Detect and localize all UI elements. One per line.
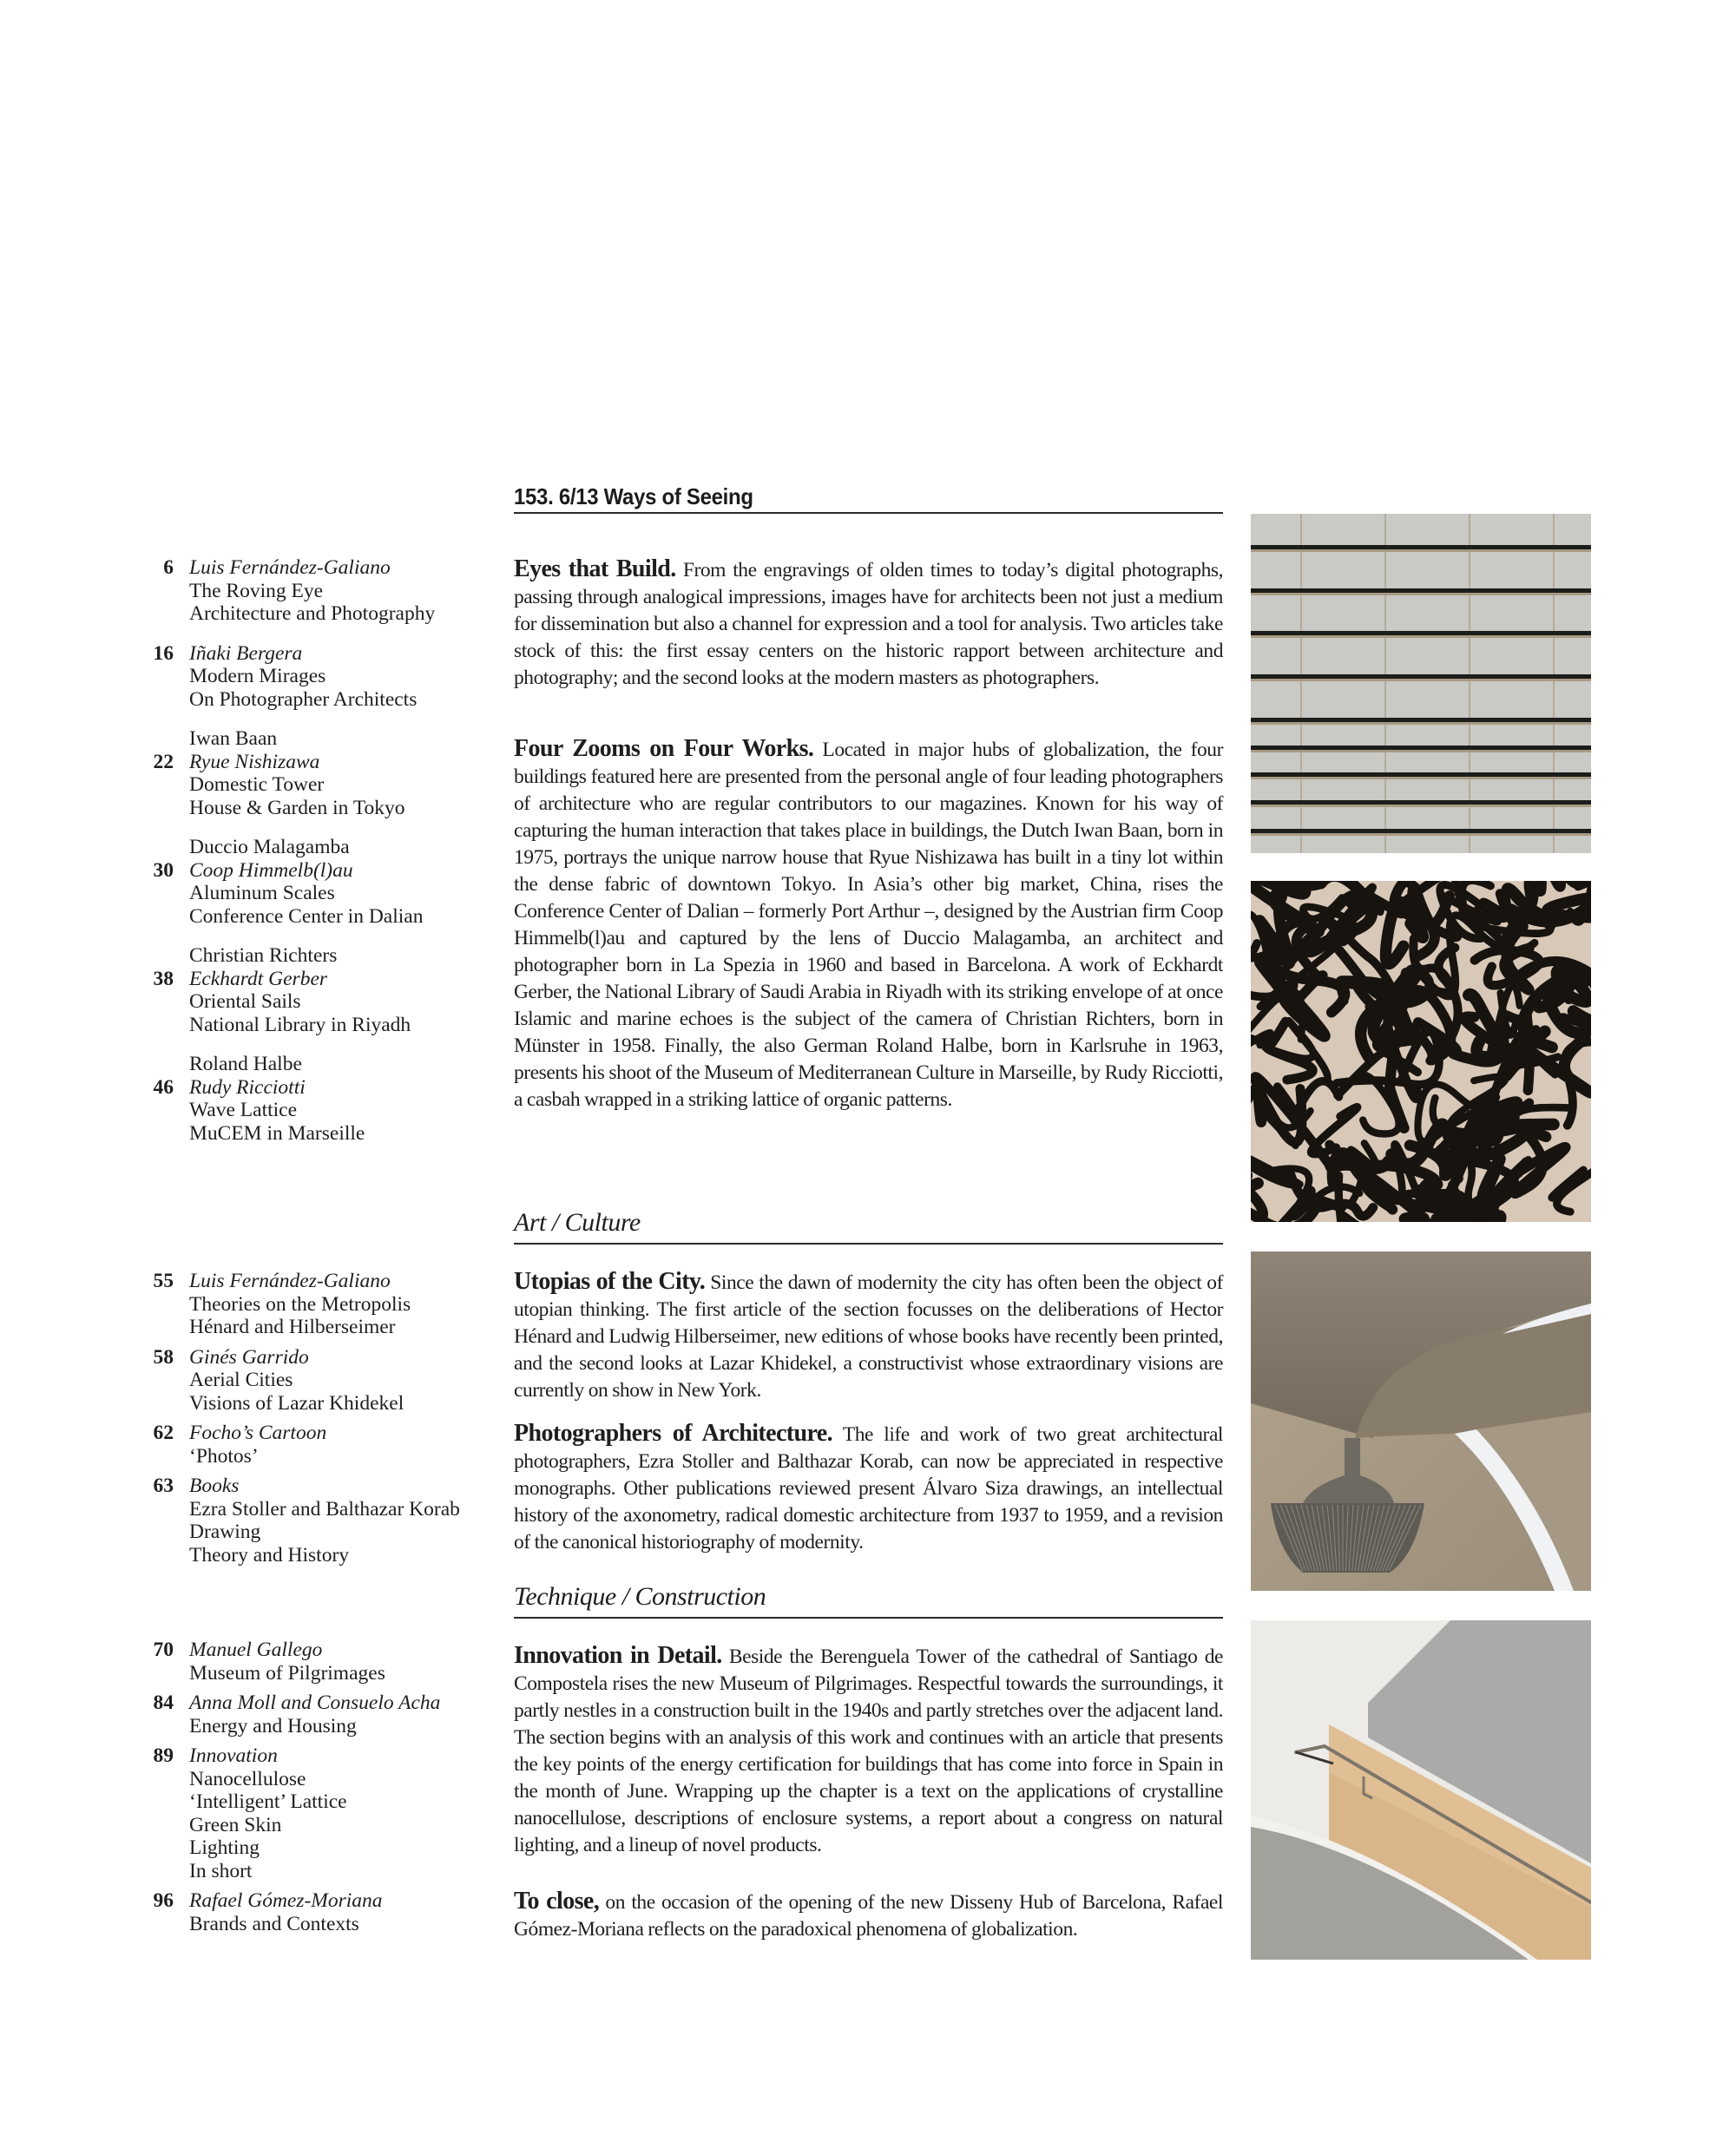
louver-slat <box>1251 588 1591 593</box>
toc-entry-lines <box>189 1422 512 1468</box>
toc-author: Coop Himmelb(l)au <box>189 858 353 882</box>
toc-page-number: 62 <box>153 1422 174 1444</box>
toc-entry-lines <box>189 1346 512 1416</box>
toc-page-number: 38 <box>153 967 174 990</box>
photo-organic-lattice <box>1251 881 1591 1222</box>
toc-title-line: Wave Lattice <box>189 1099 298 1121</box>
toc-title-line: National Library in Riyadh <box>189 1013 411 1036</box>
toc-title-line: Brands and Contexts <box>189 1912 359 1935</box>
toc-title-line: Aluminum Scales <box>189 882 335 904</box>
magazine-issue-header <box>514 483 1223 514</box>
toc-title-line: House & Garden in Tokyo <box>189 796 405 819</box>
toc-title-line: Lighting <box>189 1836 260 1859</box>
toc-title-line: Nanocellulose <box>189 1767 306 1790</box>
article-body: Since the dawn of modernity the city has often been the object of utopian thinking. The first article of the section focusses on the deliberations of Hector Hénard and Ludwig Hilberseimer, new editions of whose books have recently been printed, and the second looks at Lazar Khidekel, a constructivist whose extraordinary visions are currently on show in New York. <box>514 1271 1223 1402</box>
louver-shadow <box>1251 777 1591 779</box>
toc-entry[interactable] <box>139 1744 512 1882</box>
louver-shadow <box>1251 805 1591 807</box>
article-to-close <box>514 1888 1223 1943</box>
toc-title-line: Oriental Sails <box>189 990 301 1013</box>
article-body: The life and work of two great architectural photographers, Ezra Stoller and Balthazar Korab, can now be appreciated in respective monographs. Other publications reviewed present Álvaro Siza drawings, an intellectual history of the axonometry, radical domestic architecture from 1937 to 1959, and a revision of the canonical historiography of modernity. <box>514 1423 1223 1554</box>
toc-group-ways-of-seeing <box>139 556 512 1145</box>
toc-photographer-line <box>139 944 512 968</box>
section-heading-art-culture <box>514 1208 1223 1245</box>
toc-photographer-line <box>139 1053 512 1076</box>
toc-entry[interactable] <box>139 1691 512 1737</box>
louver-slat <box>1251 631 1591 635</box>
section-heading-label: Technique / Construction <box>514 1582 766 1611</box>
toc-page-number: 84 <box>153 1691 174 1714</box>
toc-title-line: Domestic Tower <box>189 773 325 796</box>
toc-entry[interactable] <box>139 1422 512 1468</box>
toc-title-line: Conference Center in Dalian <box>189 904 424 928</box>
toc-author: Books <box>189 1475 240 1497</box>
article-body: on the occasion of the opening of the new Disseny Hub of Barcelona, Rafael Gómez-Moriana reflects on the paradoxical phenomena of globalization. <box>514 1891 1223 1941</box>
article-photographers-of-architecture <box>514 1420 1223 1556</box>
article-body: From the engravings of olden times to today’s digital photographs, passing through analogical impressions, images have for architects been not just a medium for dissemination but also a channel for expression and a tool for analysis. Two articles take stock of this: the first essay centers on the historic rapport between architecture and photography; and the second looks at the modern masters as photographers. <box>514 559 1224 689</box>
toc-photographer-line <box>139 836 512 859</box>
toc-photographer: Iwan Baan <box>189 727 278 750</box>
toc-entry-lines <box>189 1475 512 1567</box>
toc-entry-lines <box>189 1639 512 1685</box>
wooden-handrail-image <box>1251 1620 1591 1960</box>
toc-title-line: Hénard and Hilberseimer <box>189 1316 396 1338</box>
photo-concrete-vault <box>1251 1251 1591 1591</box>
toc-entry-lines <box>189 1889 512 1935</box>
article-lead: Photographers of Architecture. <box>514 1420 833 1447</box>
toc-entry[interactable] <box>139 1270 512 1339</box>
toc-group-art-culture <box>139 1270 512 1567</box>
toc-title-line: Modern Mirages <box>189 665 326 687</box>
louver-slat <box>1251 772 1591 777</box>
toc-author: Rudy Ricciotti <box>189 1075 306 1099</box>
article-eyes-that-build <box>514 555 1223 692</box>
concrete-vault-image <box>1251 1251 1591 1591</box>
toc-title-line: Museum of Pilgrimages <box>189 1661 385 1685</box>
article-innovation-in-detail <box>514 1642 1223 1859</box>
louver-slat <box>1251 718 1591 722</box>
louver-shadow <box>1251 722 1591 725</box>
louver-slat <box>1251 800 1591 805</box>
louver-shadow <box>1251 549 1591 552</box>
section-heading-label: Art / Culture <box>514 1208 641 1237</box>
toc-page-number: 96 <box>153 1889 174 1912</box>
photo-wooden-handrail <box>1251 1620 1591 1960</box>
photo-louvered-facade <box>1251 514 1591 853</box>
toc-title-line: Aerial Cities <box>189 1369 293 1391</box>
toc-entry-lines <box>189 751 512 820</box>
toc-title-line: ‘Intelligent’ Lattice <box>189 1790 347 1813</box>
article-lead: Four Zooms on Four Works. <box>514 735 814 762</box>
toc-entry[interactable] <box>139 1639 512 1685</box>
toc-title-line: Theories on the Metropolis <box>189 1292 411 1316</box>
toc-author: Rafael Gómez-Moriana <box>189 1889 383 1912</box>
toc-page-number: 89 <box>153 1744 174 1767</box>
toc-page-number: 6 <box>163 556 174 579</box>
toc-title-line: On Photographer Architects <box>189 687 418 711</box>
toc-title-line: Architecture and Photography <box>189 602 436 625</box>
section-heading-technique-construction <box>514 1582 1223 1619</box>
toc-entry-lines <box>189 859 512 929</box>
toc-group-technique <box>139 1639 512 1935</box>
article-four-zooms <box>514 735 1223 1113</box>
toc-title-line: Visions of Lazar Khidekel <box>189 1391 404 1415</box>
louver-shadow <box>1251 833 1591 836</box>
toc-author: Innovation <box>189 1744 278 1767</box>
toc-photographer-line <box>139 727 512 751</box>
toc-title-line: Energy and Housing <box>189 1714 357 1737</box>
article-body: Located in major hubs of globalization, the four buildings featured here are presented from the personal angle of four leading photographers of architecture who are regular contributors to our magazines. Known for his way of capturing the human interaction that takes place in buildings, the Dutch Iwan Baan, born in 1975, portrays the unique narrow house that Ryue Nishizawa has built in a tiny lot within the dense fabric of downtown Tokyo. In Asia’s other big market, China, rises the Conference Center of Dalian – formerly Port Arthur –, designed by the Austrian firm Coop Himmelb(l)au and captured by the lens of Duccio Malagamba, an architect and photographer born in La Spezia in 1960 and based in Barcelona. A work of Eckhardt Gerber, the National Library of Saudi Arabia in Riyadh with its striking envelope of at once Islamic and marine echoes is the subject of the camera of Christian Richters, born in Münster in 1958. Finally, the also German Roland Halbe, born in Karlsruhe in 1963, presents his shoot of the Museum of Mediterranean Culture in Marseille, by Rudy Ricciotti, a casbah wrapped in a striking lattice of organic patterns. <box>514 739 1223 1111</box>
louver-shadow <box>1251 679 1591 681</box>
toc-author: Eckhardt Gerber <box>189 967 328 990</box>
toc-page-number: 30 <box>153 858 174 882</box>
article-utopias-of-the-city <box>514 1268 1223 1404</box>
toc-author: Ginés Garrido <box>189 1345 309 1369</box>
toc-title-line: Theory and History <box>189 1543 350 1567</box>
article-lead: Utopias of the City. <box>514 1268 706 1295</box>
toc-title-line: The Roving Eye <box>189 579 324 602</box>
toc-entry[interactable] <box>139 1076 512 1146</box>
toc-author: Manuel Gallego <box>189 1639 323 1661</box>
toc-title-line: Ezra Stoller and Balthazar Korab <box>189 1497 460 1521</box>
toc-page-number: 16 <box>153 641 174 665</box>
louver-slat <box>1251 746 1591 750</box>
toc-photographer: Roland Halbe <box>189 1053 302 1075</box>
article-lead: Innovation in Detail. <box>514 1642 722 1669</box>
toc-entry-lines <box>189 1270 512 1339</box>
toc-entry-lines <box>189 1691 512 1737</box>
toc-entry[interactable] <box>139 1346 512 1416</box>
toc-title-line: Drawing <box>189 1521 261 1543</box>
toc-author: Luis Fernández-Galiano <box>189 1270 391 1292</box>
toc-page-number: 46 <box>153 1075 174 1099</box>
toc-entry-lines <box>189 1076 512 1146</box>
toc-page-number: 63 <box>153 1475 174 1497</box>
organic-lattice-image <box>1251 881 1591 1222</box>
toc-entry-lines <box>189 1744 512 1882</box>
louvered-facade-image <box>1251 514 1591 853</box>
toc-page-spacer <box>139 727 189 751</box>
article-lead: Eyes that Build. <box>514 555 676 582</box>
toc-entry[interactable] <box>139 642 512 712</box>
toc-page-spacer <box>139 1053 189 1076</box>
toc-entry[interactable] <box>139 751 512 820</box>
toc-page-number: 22 <box>153 750 174 773</box>
toc-page-number: 55 <box>153 1270 174 1292</box>
toc-author: Anna Moll and Consuelo Acha <box>189 1691 441 1714</box>
toc-entry-lines <box>189 642 512 712</box>
toc-entry[interactable] <box>139 859 512 929</box>
toc-title-line: In short <box>189 1859 253 1882</box>
toc-title-line: ‘Photos’ <box>189 1444 259 1468</box>
article-lead: To close, <box>514 1888 600 1915</box>
louver-shadow <box>1251 750 1591 752</box>
toc-entry[interactable] <box>139 968 512 1037</box>
toc-page-spacer <box>139 944 189 968</box>
toc-author: Focho’s Cartoon <box>189 1422 327 1444</box>
toc-title-line: MuCEM in Marseille <box>189 1121 365 1145</box>
issue-title: 153. 6/13 Ways of Seeing <box>514 483 753 509</box>
toc-author: Ryue Nishizawa <box>189 750 320 773</box>
toc-author: Luis Fernández-Galiano <box>189 556 391 579</box>
toc-page-number: 70 <box>153 1639 174 1661</box>
toc-photographer: Duccio Malagamba <box>189 836 350 858</box>
louver-slat <box>1251 545 1591 549</box>
toc-title-line: Green Skin <box>189 1813 282 1836</box>
toc-entry-lines <box>189 556 512 626</box>
toc-entry[interactable] <box>139 1889 512 1935</box>
toc-entry-lines <box>189 968 512 1037</box>
toc-page-number: 58 <box>153 1345 174 1369</box>
louver-slat <box>1251 829 1591 833</box>
toc-entry[interactable] <box>139 556 512 626</box>
louver-slat <box>1251 674 1591 679</box>
toc-entry[interactable] <box>139 1475 512 1567</box>
louver-shadow <box>1251 635 1591 638</box>
toc-author: Iñaki Bergera <box>189 641 303 665</box>
toc-photographer: Christian Richters <box>189 944 338 967</box>
article-body: Beside the Berenguela Tower of the cathedral of Santiago de Compostela rises the new Museum of Pilgrimages. Respectful towards the surroundings, it partly nestles in a construction built in the 1940s and partly stretches over the adjacent land. The section begins with an analysis of this work and continues with an article that presents the key points of the energy certification for buildings that has come into force in Spain in the month of June. Wrapping up the chapter is a text on the applications of crystalline nanocellulose, descriptions of enclosure systems, a report about a congress on natural lighting, and a lineup of novel products. <box>514 1645 1223 1856</box>
toc-page-spacer <box>139 836 189 859</box>
louver-shadow <box>1251 593 1591 595</box>
